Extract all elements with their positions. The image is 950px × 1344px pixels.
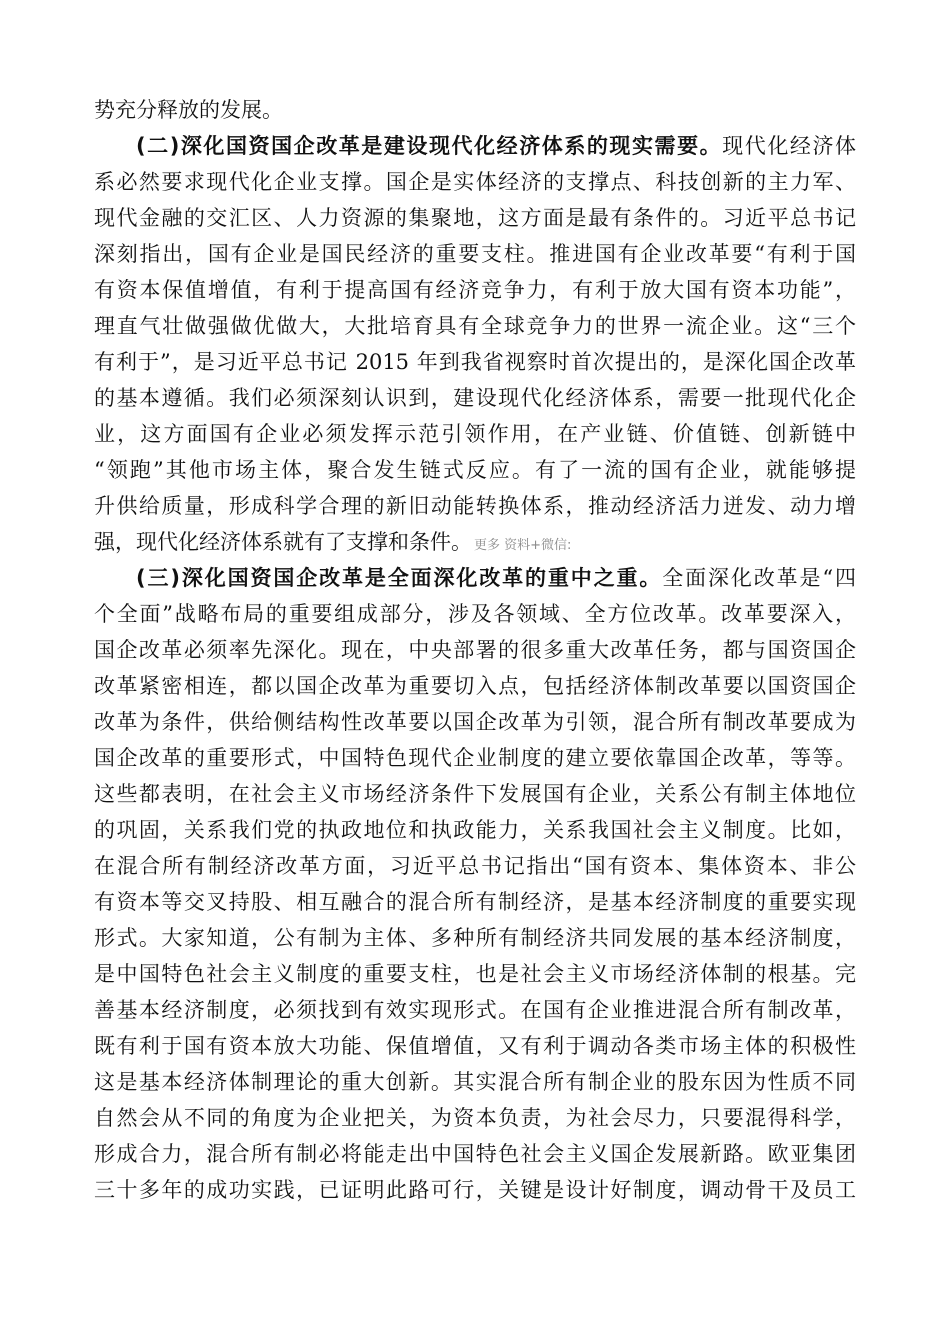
text-line-19: 国企改革的重要形式，中国特色现代企业制度的建立要依靠国企改革，等等。 — [94, 746, 856, 770]
text-line-13: 强，现代化经济体系就有了支撑和条件。 更多 资料+微信: — [94, 530, 572, 554]
section-heading-2: (二)深化国资国企改革是建设现代化经济体系的现实需要。 — [136, 134, 723, 158]
section-heading-3: (三)深化国资国企改革是全面深化改革的重中之重。 — [136, 566, 663, 590]
text-line-30: 形成合力，混合所有制必将能走出中国特色社会主义国企发展新路。欧亚集团 — [94, 1142, 856, 1166]
text-line-22: 在混合所有制经济改革方面，习近平总书记指出“国有资本、集体资本、非公 — [94, 854, 856, 878]
text-line-2: (二)深化国资国企改革是建设现代化经济体系的现实需要。现代化经济体 — [136, 134, 856, 158]
text-line-1: 势充分释放的发展。 — [94, 98, 283, 122]
text-line-6: 有资本保值增值，有利于提高国有经济竞争力，有利于放大国有资本功能”， — [94, 278, 856, 302]
text-line-11: “领跑”其他市场主体，聚合发生链式反应。有了一流的国有企业，就能够提 — [94, 458, 856, 482]
text-line-4: 现代金融的交汇区、人力资源的集聚地，这方面是最有条件的。习近平总书记 — [94, 206, 856, 230]
text-line-23: 有资本等交叉持股、相互融合的混合所有制经济，是基本经济制度的重要实现 — [94, 890, 856, 914]
text-line-20: 这些都表明，在社会主义市场经济条件下发展国有企业，关系公有制主体地位 — [94, 782, 856, 806]
text-line-18: 改革为条件，供给侧结构性改革要以国企改革为引领，混合所有制改革要成为 — [94, 710, 856, 734]
text-line-31: 三十多年的成功实践，已证明此路可行，关键是设计好制度，调动骨干及员工 — [94, 1178, 856, 1202]
text-line-24: 形式。大家知道，公有制为主体、多种所有制经济共同发展的基本经济制度， — [94, 926, 856, 950]
text-line-9: 的基本遵循。我们必须深刻认识到，建设现代化经济体系，需要一批现代化企 — [94, 386, 856, 410]
text-line-12: 升供给质量，形成科学合理的新旧动能转换体系，推动经济活力迸发、动力增 — [94, 494, 856, 518]
text-line-14: (三)深化国资国企改革是全面深化改革的重中之重。全面深化改革是“四 — [136, 566, 856, 590]
text-line-28: 这是基本经济体制理论的重大创新。其实混合所有制企业的股东因为性质不同 — [94, 1070, 856, 1094]
text-line-15: 个全面”战略布局的重要组成部分，涉及各领域、全方位改革。改革要深入， — [94, 602, 856, 626]
text-line-27: 既有利于国有资本放大功能、保值增值，又有利于调动各类市场主体的积极性 — [94, 1034, 856, 1058]
text-line-17: 改革紧密相连，都以国企改革为重要切入点，包括经济体制改革要以国资国企 — [94, 674, 856, 698]
text-line-5: 深刻指出，国有企业是国民经济的重要支柱。推进国有企业改革要“有利于国 — [94, 242, 856, 266]
text-line-25: 是中国特色社会主义制度的重要支柱，也是社会主义市场经济体制的根基。完 — [94, 962, 856, 986]
text-line-10: 业，这方面国有企业必须发挥示范引领作用，在产业链、价值链、创新链中 — [94, 422, 856, 446]
watermark-text: 更多 资料+微信: — [474, 538, 572, 553]
text-line-7: 理直气壮做强做优做大，大批培育具有全球竞争力的世界一流企业。这“三个 — [94, 314, 856, 338]
text-line-29: 自然会从不同的角度为企业把关，为资本负责，为社会尽力，只要混得科学， — [94, 1106, 856, 1130]
text-line-16: 国企改革必须率先深化。现在，中央部署的很多重大改革任务，都与国资国企 — [94, 638, 856, 662]
text-line-8: 有利于”，是习近平总书记 2015 年到我省视察时首次提出的，是深化国企改革 — [94, 350, 856, 374]
text-line-26: 善基本经济制度，必须找到有效实现形式。在国有企业推进混合所有制改革， — [94, 998, 856, 1022]
text-line-3: 系必然要求现代化企业支撑。国企是实体经济的支撑点、科技创新的主力军、 — [94, 170, 856, 194]
text-line-21: 的巩固，关系我们党的执政地位和执政能力，关系我国社会主义制度。比如， — [94, 818, 856, 842]
